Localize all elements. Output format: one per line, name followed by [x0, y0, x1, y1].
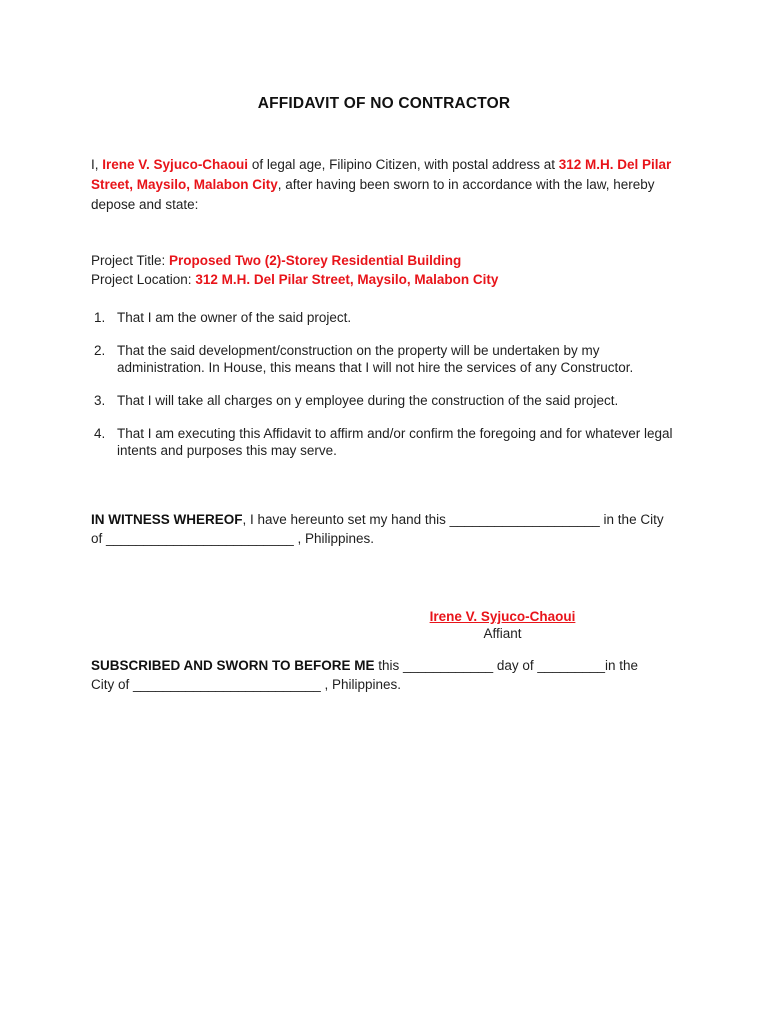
project-location-label: Project Location: [91, 272, 196, 287]
list-item-number: 1. [94, 310, 106, 325]
witness-of-text: of [91, 531, 107, 546]
sworn-city-blank: _________________________ [133, 677, 321, 692]
postal-address: 312 M.H. Del Pilar Street, Maysilo, Malabon City [91, 157, 672, 192]
list-item [91, 392, 691, 409]
intro-paragraph [91, 155, 691, 215]
witness-paragraph [91, 510, 691, 548]
list-item [91, 342, 691, 376]
signature-block [400, 608, 605, 642]
list-item-number: 4. [94, 426, 106, 441]
witness-city-blank: _________________________ [106, 531, 294, 546]
project-location-value: 312 M.H. Del Pilar Street, Maysilo, Malabon City [195, 272, 499, 287]
list-item-text: That I will take all charges on y employee during the construction of the said project. [117, 393, 619, 408]
statement-list [91, 309, 691, 459]
document-title: AFFIDAVIT OF NO CONTRACTOR [257, 95, 511, 112]
witness-city-text: in the City [599, 512, 664, 527]
sworn-end-text: , Philippines. [320, 677, 402, 692]
signature-name: Irene V. Syjuco-Chaoui [429, 609, 576, 624]
sworn-this-blank: ____________ [403, 658, 494, 673]
signature-role: Affiant [483, 626, 522, 641]
affiant-name: Irene V. Syjuco-Chaoui [102, 157, 249, 172]
sworn-this-text: this [374, 658, 404, 673]
sworn-inthe-text: in the [605, 658, 639, 673]
project-title-line [91, 251, 691, 270]
list-item-number: 3. [94, 393, 106, 408]
intro-prefix: I, [91, 157, 103, 172]
project-block [91, 251, 691, 289]
sworn-dayof-text: day of [493, 658, 538, 673]
sworn-cityof-text: City of [91, 677, 134, 692]
witness-text: , I have hereunto set my hand this [242, 512, 450, 527]
list-item-text: That the said development/construction on the property will be undertaken by my administration. In House, this means that I will not hire the services of any Constructor. [117, 343, 634, 375]
project-title-value: Proposed Two (2)-Storey Residential Building [169, 253, 462, 268]
project-location-line [91, 270, 691, 289]
sworn-line-1 [91, 656, 691, 675]
list-item [91, 425, 691, 459]
sworn-line-2 [91, 675, 691, 694]
witness-line-1 [91, 510, 691, 529]
witness-line-2 [91, 529, 691, 548]
sworn-day-blank: _________ [537, 658, 605, 673]
project-title-label: Project Title: [91, 253, 170, 268]
sworn-heading: SUBSCRIBED AND SWORN TO BEFORE ME [91, 658, 375, 673]
sworn-paragraph [91, 656, 691, 694]
list-item-text: That I am the owner of the said project. [117, 310, 352, 325]
list-item [91, 309, 691, 326]
intro-suffix: , after having been sworn to in accordance with the law, hereby depose and state: [91, 177, 655, 212]
intro-middle: of legal age, Filipino Citizen, with postal address at [248, 157, 559, 172]
list-item-number: 2. [94, 343, 106, 358]
witness-heading: IN WITNESS WHEREOF [91, 512, 243, 527]
list-item-text: That I am executing this Affidavit to affirm and/or confirm the foregoing and for whatever legal intents and purposes this may serve. [117, 426, 673, 458]
witness-day-blank: ____________________ [449, 512, 600, 527]
witness-end-text: , Philippines. [293, 531, 375, 546]
